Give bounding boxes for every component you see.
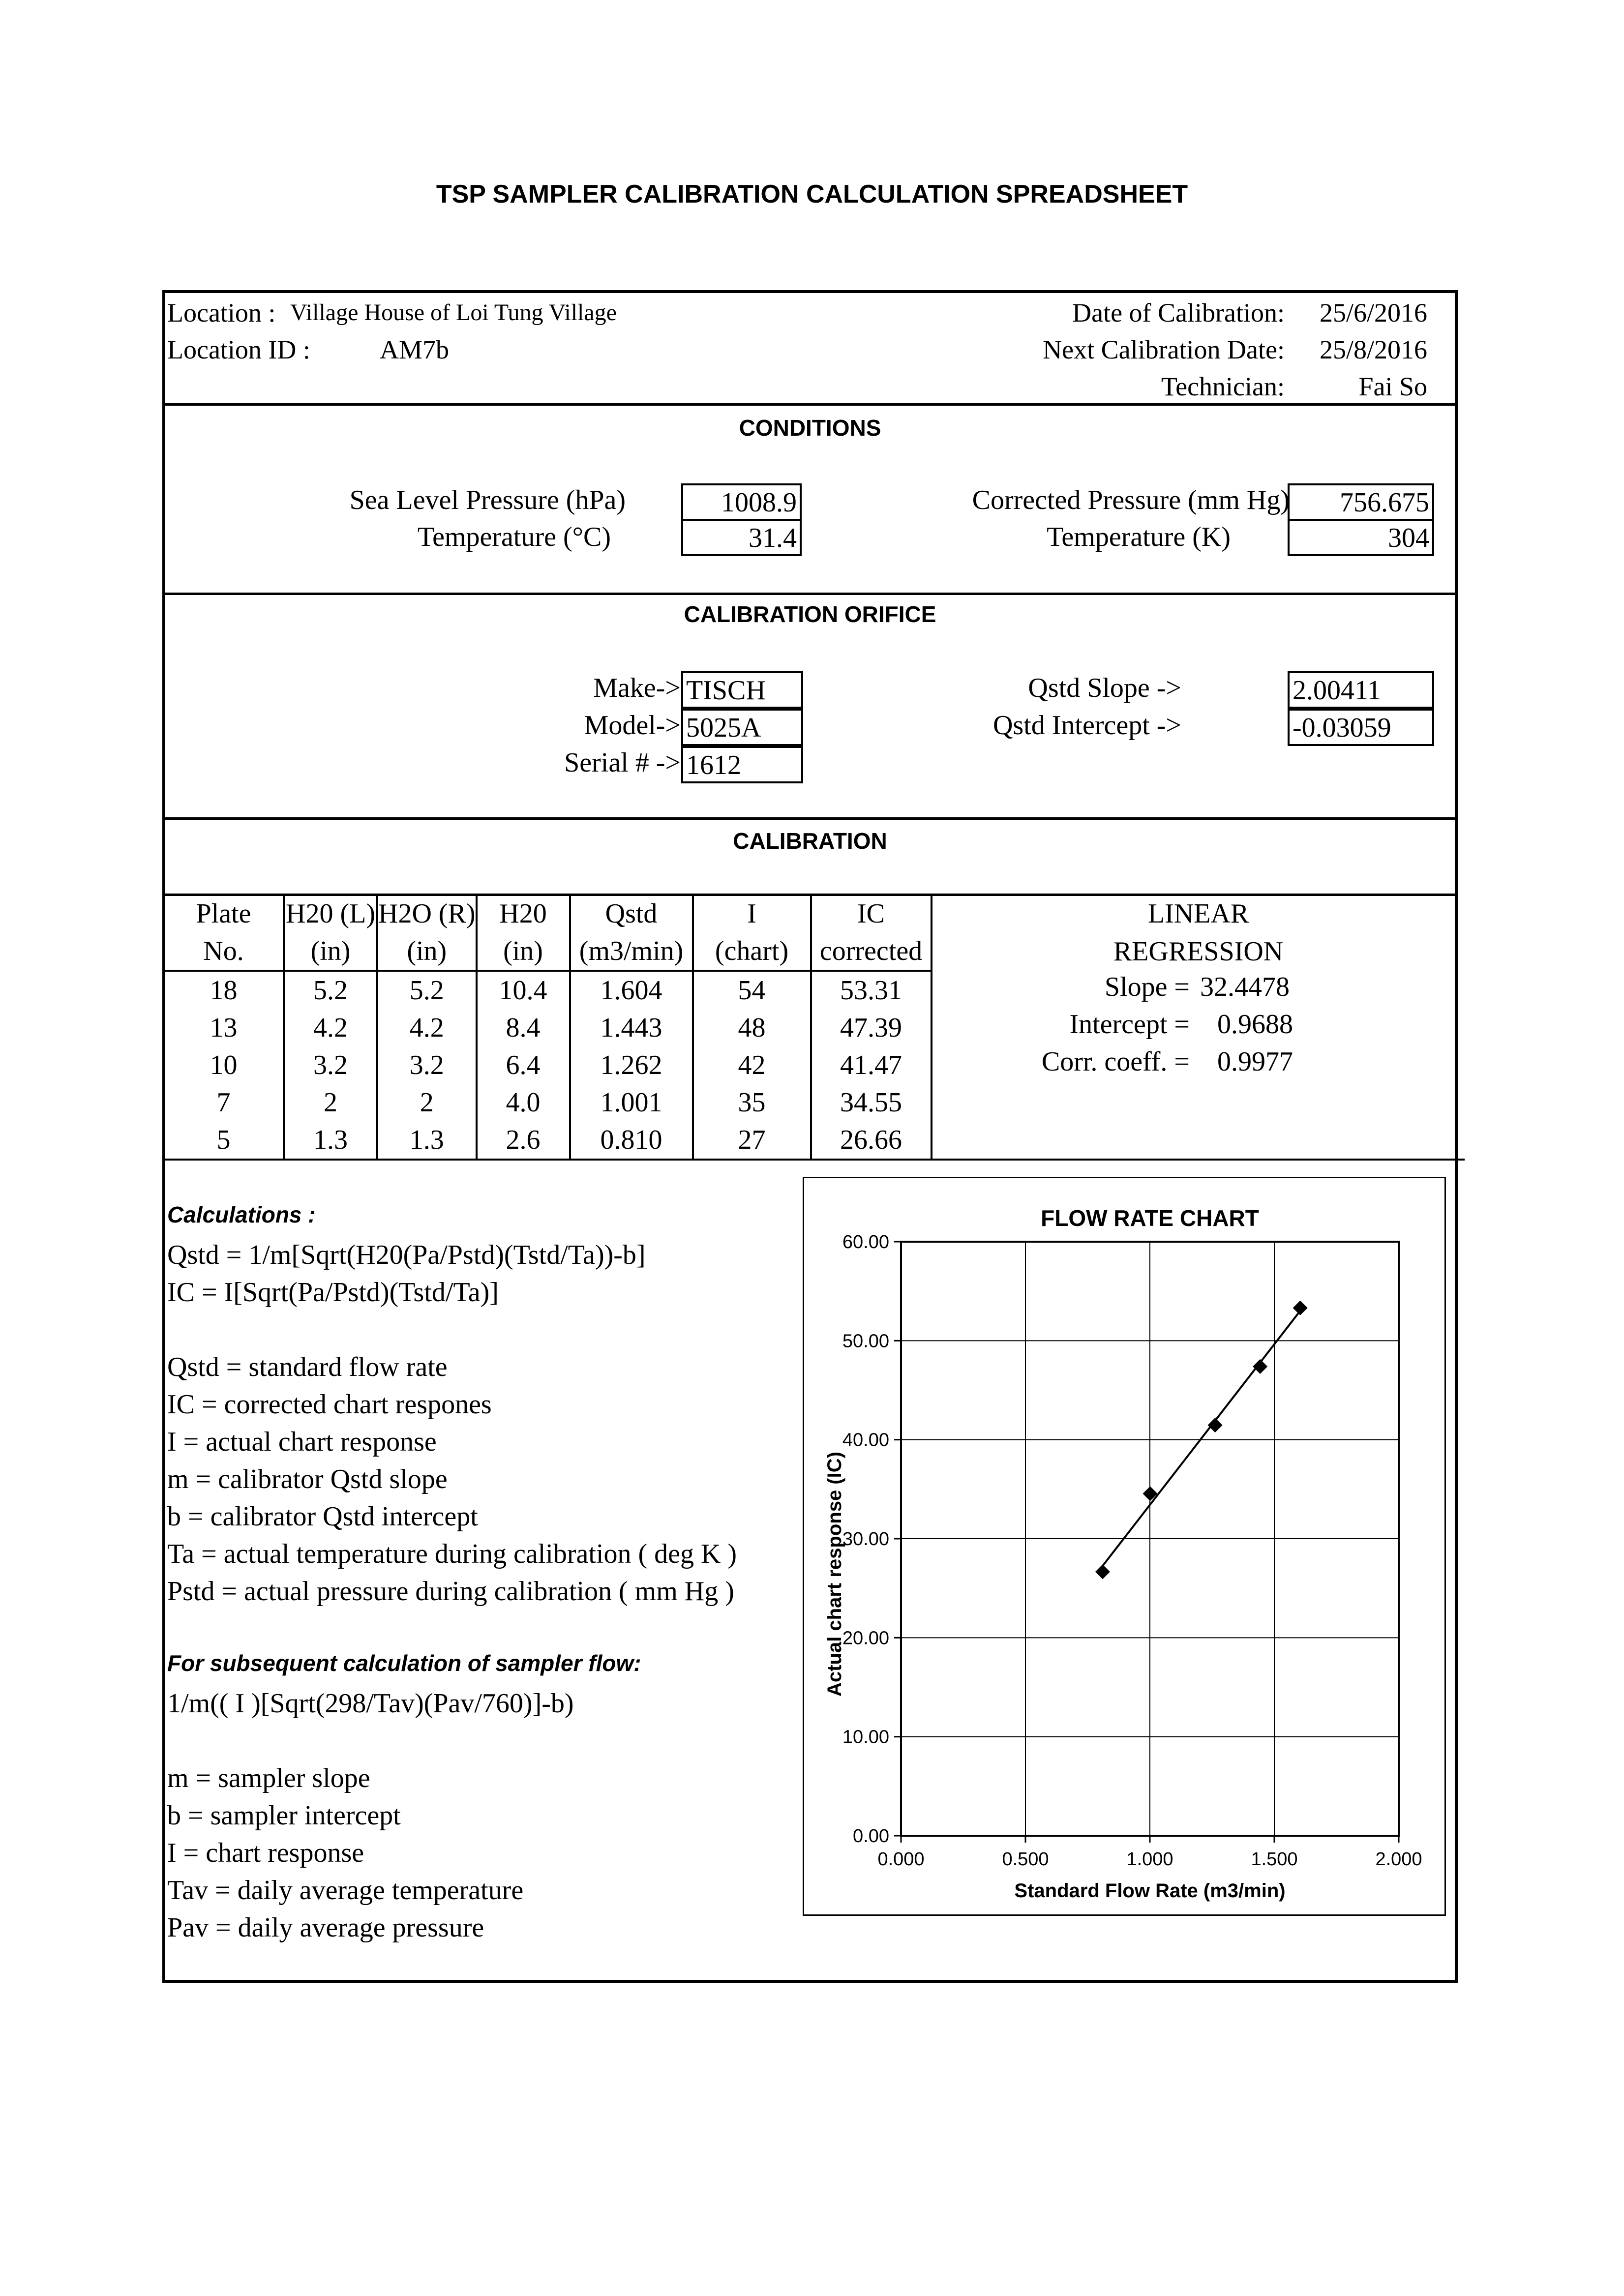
y-tick-label: 10.00	[842, 1727, 889, 1748]
y-tick-label: 40.00	[842, 1430, 889, 1451]
table-cell: 8.4	[477, 1009, 570, 1046]
subsequent-definition: I = chart response	[167, 1838, 364, 1868]
y-tick-label: 0.00	[853, 1826, 889, 1847]
table-cell: 10.4	[477, 971, 570, 1009]
col-header-unit: (chart)	[693, 932, 811, 971]
col-header: H20 (L)	[284, 895, 377, 932]
qstd-intercept-value: -0.03059	[1288, 709, 1434, 746]
table-cell: 34.55	[811, 1084, 932, 1121]
table-cell: 41.47	[811, 1046, 932, 1084]
table-cell: 13	[163, 1009, 284, 1046]
corrected-pressure-value: 756.675	[1288, 483, 1434, 521]
table-cell: 6.4	[477, 1046, 570, 1084]
subsequent-definition: Pav = daily average pressure	[167, 1912, 484, 1943]
table-cell: 54	[693, 971, 811, 1009]
table-cell: 1.001	[570, 1084, 693, 1121]
divider-header	[162, 403, 1458, 406]
next-date-value: 25/8/2016	[1319, 335, 1427, 364]
regression-cell	[932, 1121, 1465, 1160]
orifice-title: CALIBRATION ORIFICE	[684, 601, 936, 627]
flow-rate-chart	[803, 1177, 1446, 1916]
table-cell: 1.3	[284, 1121, 377, 1160]
divider-conditions	[162, 593, 1458, 595]
table-cell: 4.0	[477, 1084, 570, 1121]
y-tick-label: 30.00	[842, 1529, 889, 1550]
formula-line: IC = I[Sqrt(Pa/Pstd)(Tstd/Ta)]	[167, 1277, 499, 1308]
definition-line: Pstd = actual pressure during calibration ( mm Hg )	[167, 1576, 734, 1607]
calibration-title: CALIBRATION	[733, 828, 887, 854]
table-cell: 5.2	[284, 971, 377, 1009]
x-tick-label: 1.500	[1251, 1849, 1298, 1870]
sea-level-pressure-label: Sea Level Pressure (hPa)	[349, 485, 626, 515]
formula-line: Qstd = 1/m[Sqrt(H20(Pa/Pstd)(Tstd/Ta))-b]	[167, 1240, 646, 1270]
y-tick-label: 20.00	[842, 1628, 889, 1649]
table-cell: 35	[693, 1084, 811, 1121]
table-cell: 1.3	[377, 1121, 477, 1160]
table-cell: 27	[693, 1121, 811, 1160]
table-cell: 18	[163, 971, 284, 1009]
table-cell: 53.31	[811, 971, 932, 1009]
col-header: I	[693, 895, 811, 932]
definition-line: m = calibrator Qstd slope	[167, 1464, 448, 1494]
col-header-unit: (in)	[477, 932, 570, 971]
col-header: H20	[477, 895, 570, 932]
table-cell: 26.66	[811, 1121, 932, 1160]
definition-line: b = calibrator Qstd intercept	[167, 1501, 478, 1532]
corrected-pressure-label: Corrected Pressure (mm Hg)	[972, 485, 1290, 515]
qstd-slope-value: 2.00411	[1288, 671, 1434, 709]
location-id-label: Location ID :	[167, 335, 310, 364]
regression-slope-label: Slope =	[1104, 972, 1190, 1002]
definition-line: IC = corrected chart respones	[167, 1389, 492, 1420]
definition-line: Qstd = standard flow rate	[167, 1352, 448, 1382]
definition-line: Ta = actual temperature during calibration ( deg K )	[167, 1539, 737, 1569]
col-header: Qstd	[570, 895, 693, 932]
regression-cell	[932, 1046, 1465, 1084]
col-header: LINEAR	[932, 895, 1465, 932]
table-cell: 4.2	[284, 1009, 377, 1046]
qstd-intercept-label: Qstd Intercept ->	[992, 710, 1181, 741]
temperature-k-label: Temperature (K)	[1047, 522, 1231, 552]
table-cell: 48	[693, 1009, 811, 1046]
regression-corr-value: 0.9977	[1217, 1046, 1293, 1077]
table-cell: 3.2	[284, 1046, 377, 1084]
table-cell: 2	[377, 1084, 477, 1121]
regression-cell	[932, 1084, 1465, 1121]
location-label: Location :	[167, 298, 276, 328]
table-cell: 1.604	[570, 971, 693, 1009]
y-axis-label: Actual chart response (IC)	[824, 1452, 845, 1697]
temperature-c-label: Temperature (°C)	[417, 522, 611, 552]
table-row	[163, 1121, 1465, 1160]
x-tick-label: 0.000	[877, 1849, 925, 1870]
y-tick-label: 60.00	[842, 1232, 889, 1252]
regression-cell	[932, 971, 1465, 1009]
col-header-unit: (in)	[377, 932, 477, 971]
regression-slope-value: 32.4478	[1200, 972, 1290, 1002]
sea-level-pressure-value: 1008.9	[681, 483, 802, 521]
qstd-slope-label: Qstd Slope ->	[1028, 673, 1181, 703]
serial-label: Serial # ->	[564, 747, 681, 778]
col-header-unit: No.	[163, 932, 284, 971]
x-tick-label: 1.000	[1126, 1849, 1173, 1870]
x-axis-label: Standard Flow Rate (m3/min)	[1014, 1880, 1286, 1902]
divider-orifice	[162, 817, 1458, 820]
table-row	[163, 1084, 1465, 1121]
data-point-marker	[1095, 1564, 1110, 1579]
serial-value: 1612	[681, 746, 803, 783]
technician-value: Fai So	[1358, 372, 1427, 401]
chart-grid	[901, 1242, 1399, 1836]
table-cell: 0.810	[570, 1121, 693, 1160]
make-value: TISCH	[681, 671, 803, 709]
table-header-row	[163, 932, 1465, 971]
col-header: H2O (R)	[377, 895, 477, 932]
temperature-k-value: 304	[1288, 519, 1434, 556]
col-header-unit: (in)	[284, 932, 377, 971]
chart-ticks	[842, 1232, 1422, 1870]
table-cell: 7	[163, 1084, 284, 1121]
table-cell: 47.39	[811, 1009, 932, 1046]
calculations-heading: Calculations :	[167, 1202, 316, 1227]
date-value: 25/6/2016	[1319, 298, 1427, 328]
data-point-marker	[1208, 1418, 1223, 1432]
col-header-unit: (m3/min)	[570, 932, 693, 971]
model-value: 5025A	[681, 709, 803, 746]
table-cell: 1.262	[570, 1046, 693, 1084]
data-point-marker	[1293, 1301, 1308, 1315]
subsequent-definition: Tav = daily average temperature	[167, 1875, 524, 1906]
table-cell: 10	[163, 1046, 284, 1084]
table-cell: 2	[284, 1084, 377, 1121]
technician-label: Technician:	[1161, 372, 1285, 401]
chart-title: FLOW RATE CHART	[1041, 1205, 1259, 1231]
col-header-unit: REGRESSION	[932, 932, 1465, 971]
table-cell: 42	[693, 1046, 811, 1084]
table-cell: 5	[163, 1121, 284, 1160]
table-cell: 5.2	[377, 971, 477, 1009]
x-tick-label: 0.500	[1002, 1849, 1049, 1870]
x-tick-label: 2.000	[1375, 1849, 1422, 1870]
data-point-marker	[1253, 1359, 1267, 1374]
col-header: Plate	[163, 895, 284, 932]
regression-corr-label: Corr. coeff. =	[1041, 1046, 1190, 1077]
next-date-label: Next Calibration Date:	[1043, 335, 1285, 364]
location-id-value: AM7b	[380, 335, 450, 364]
table-cell: 1.443	[570, 1009, 693, 1046]
y-tick-label: 50.00	[842, 1331, 889, 1352]
regression-intercept-label: Intercept =	[1069, 1009, 1190, 1040]
temperature-c-value: 31.4	[681, 519, 802, 556]
date-label: Date of Calibration:	[1072, 298, 1285, 328]
subsequent-definition: b = sampler intercept	[167, 1800, 401, 1831]
table-cell: 4.2	[377, 1009, 477, 1046]
conditions-title: CONDITIONS	[739, 415, 881, 441]
table-cell: 3.2	[377, 1046, 477, 1084]
subsequent-definition: m = sampler slope	[167, 1763, 370, 1793]
col-header: IC	[811, 895, 932, 932]
table-header-row	[163, 895, 1465, 932]
col-header-unit: corrected	[811, 932, 932, 971]
location-value: Village House of Loi Tung Village	[290, 299, 617, 326]
make-label: Make->	[593, 673, 681, 703]
table-cell: 2.6	[477, 1121, 570, 1160]
page-title: TSP SAMPLER CALIBRATION CALCULATION SPREADSHEET	[436, 180, 1188, 209]
trendline	[1103, 1311, 1300, 1566]
regression-cell	[932, 1009, 1465, 1046]
subsequent-formula: 1/m(( I )[Sqrt(298/Tav)(Pav/760)]-b)	[167, 1688, 574, 1719]
definition-line: I = actual chart response	[167, 1427, 437, 1457]
regression-intercept-value: 0.9688	[1217, 1009, 1293, 1040]
subsequent-heading: For subsequent calculation of sampler flow:	[167, 1650, 641, 1676]
model-label: Model->	[584, 710, 681, 741]
